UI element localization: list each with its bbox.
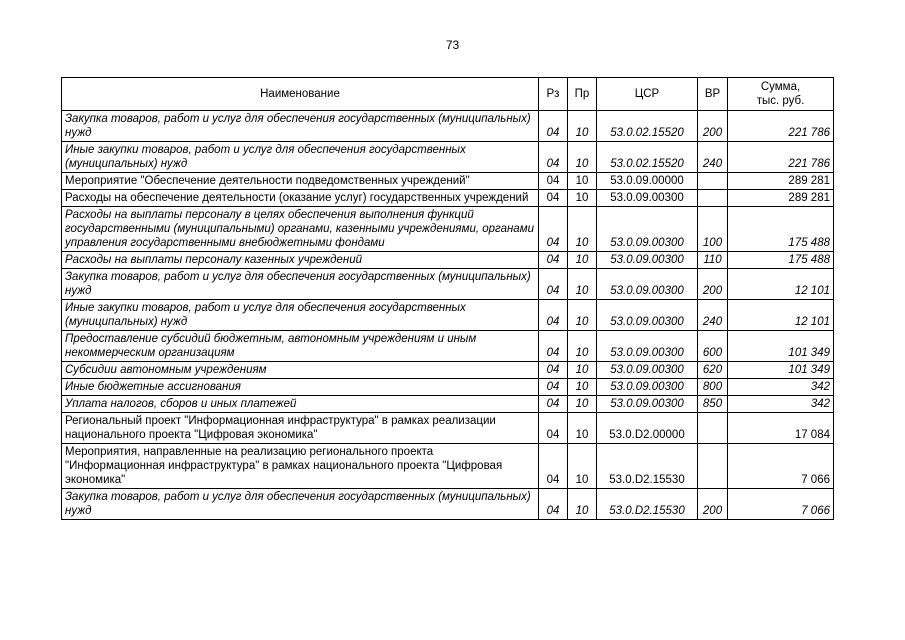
cell-pr: 10 (568, 111, 597, 142)
cell-pr: 10 (568, 190, 597, 207)
cell-pr: 10 (568, 396, 597, 413)
cell-sum: 12 101 (728, 300, 834, 331)
table-row (62, 269, 834, 300)
table-header-row (62, 78, 834, 111)
cell-csr: 53.0.D2.00000 (597, 413, 698, 444)
cell-rz: 04 (539, 413, 568, 444)
cell-vr (698, 190, 728, 207)
cell-vr (698, 173, 728, 190)
cell-pr: 10 (568, 413, 597, 444)
cell-csr: 53.0.09.00300 (597, 190, 698, 207)
cell-sum: 221 786 (728, 111, 834, 142)
cell-name: Закупка товаров, работ и услуг для обеспечения государственных (муниципальных) нужд (62, 111, 539, 142)
cell-csr: 53.0.09.00000 (597, 173, 698, 190)
page-number: 73 (445, 38, 460, 52)
table-row (62, 331, 834, 362)
cell-csr: 53.0.D2.15530 (597, 489, 698, 520)
cell-rz: 04 (539, 379, 568, 396)
cell-csr: 53.0.09.00300 (597, 207, 698, 252)
cell-sum: 342 (728, 396, 834, 413)
cell-name: Субсидии автономным учреждениям (62, 362, 539, 379)
table-row (62, 207, 834, 252)
cell-rz: 04 (539, 111, 568, 142)
cell-pr: 10 (568, 362, 597, 379)
cell-name: Расходы на выплаты персоналу казенных учреждений (62, 252, 539, 269)
cell-vr: 110 (698, 252, 728, 269)
cell-vr: 200 (698, 269, 728, 300)
cell-pr: 10 (568, 331, 597, 362)
cell-csr: 53.0.02.15520 (597, 111, 698, 142)
cell-sum: 7 066 (728, 444, 834, 489)
cell-rz: 04 (539, 489, 568, 520)
cell-sum: 289 281 (728, 190, 834, 207)
table-row (62, 142, 834, 173)
cell-sum: 342 (728, 379, 834, 396)
cell-csr: 53.0.09.00300 (597, 269, 698, 300)
cell-rz: 04 (539, 269, 568, 300)
table-row (62, 173, 834, 190)
cell-vr: 600 (698, 331, 728, 362)
cell-name: Закупка товаров, работ и услуг для обеспечения государственных (муниципальных) нужд (62, 489, 539, 520)
header-rz: Рз (539, 78, 568, 111)
cell-csr: 53.0.02.15520 (597, 142, 698, 173)
cell-pr: 10 (568, 489, 597, 520)
table-row (62, 396, 834, 413)
cell-name: Иные закупки товаров, работ и услуг для обеспечения государственных (муниципальных) нужд (62, 300, 539, 331)
cell-rz: 04 (539, 142, 568, 173)
cell-rz: 04 (539, 396, 568, 413)
cell-vr: 240 (698, 300, 728, 331)
cell-csr: 53.0.09.00300 (597, 379, 698, 396)
table-row (62, 444, 834, 489)
table-row (62, 362, 834, 379)
cell-pr: 10 (568, 252, 597, 269)
cell-rz: 04 (539, 300, 568, 331)
cell-sum: 175 488 (728, 207, 834, 252)
cell-rz: 04 (539, 173, 568, 190)
cell-sum: 12 101 (728, 269, 834, 300)
cell-name: Мероприятие "Обеспечение деятельности подведомственных учреждений" (62, 173, 539, 190)
cell-name: Мероприятия, направленные на реализацию регионального проекта "Информационная инфраструктура" в рамках национального проекта "Цифровая экономика" (62, 444, 539, 489)
cell-vr (698, 413, 728, 444)
cell-pr: 10 (568, 444, 597, 489)
cell-sum: 221 786 (728, 142, 834, 173)
cell-name: Предоставление субсидий бюджетным, автономным учреждениям и иным некоммерческим организациям (62, 331, 539, 362)
cell-rz: 04 (539, 207, 568, 252)
cell-sum: 175 488 (728, 252, 834, 269)
cell-rz: 04 (539, 444, 568, 489)
header-vr: ВР (698, 78, 728, 111)
cell-csr: 53.0.09.00300 (597, 300, 698, 331)
header-name: Наименование (62, 78, 539, 111)
cell-rz: 04 (539, 331, 568, 362)
table-row (62, 252, 834, 269)
header-pr: Пр (568, 78, 597, 111)
cell-pr: 10 (568, 142, 597, 173)
cell-name: Расходы на выплаты персоналу в целях обеспечения выполнения функций государственными (муниципальными) органами, казенными учреждениями, органами управления государственными внебюджетными фондами (62, 207, 539, 252)
cell-pr: 10 (568, 173, 597, 190)
cell-name: Уплата налогов, сборов и иных платежей (62, 396, 539, 413)
cell-vr: 800 (698, 379, 728, 396)
cell-name: Региональный проект "Информационная инфраструктура" в рамках реализации национального проекта "Цифровая экономика" (62, 413, 539, 444)
table-row (62, 379, 834, 396)
cell-pr: 10 (568, 300, 597, 331)
header-csr: ЦСР (597, 78, 698, 111)
cell-rz: 04 (539, 252, 568, 269)
cell-csr: 53.0.09.00300 (597, 252, 698, 269)
cell-sum: 289 281 (728, 173, 834, 190)
cell-sum: 101 349 (728, 362, 834, 379)
cell-csr: 53.0.09.00300 (597, 331, 698, 362)
cell-vr (698, 444, 728, 489)
table-row (62, 111, 834, 142)
table-row (62, 413, 834, 444)
cell-pr: 10 (568, 379, 597, 396)
cell-sum: 7 066 (728, 489, 834, 520)
cell-name: Иные бюджетные ассигнования (62, 379, 539, 396)
table-row (62, 190, 834, 207)
cell-pr: 10 (568, 207, 597, 252)
cell-vr: 850 (698, 396, 728, 413)
cell-sum: 101 349 (728, 331, 834, 362)
cell-vr: 100 (698, 207, 728, 252)
cell-csr: 53.0.09.00300 (597, 396, 698, 413)
cell-sum: 17 084 (728, 413, 834, 444)
cell-vr: 200 (698, 489, 728, 520)
cell-csr: 53.0.09.00300 (597, 362, 698, 379)
cell-vr: 620 (698, 362, 728, 379)
cell-name: Иные закупки товаров, работ и услуг для обеспечения государственных (муниципальных) нужд (62, 142, 539, 173)
cell-rz: 04 (539, 362, 568, 379)
cell-name: Закупка товаров, работ и услуг для обеспечения государственных (муниципальных) нужд (62, 269, 539, 300)
budget-table (61, 77, 834, 520)
cell-rz: 04 (539, 190, 568, 207)
header-sum: Сумма, тыс. руб. (728, 78, 834, 111)
cell-csr: 53.0.D2.15530 (597, 444, 698, 489)
table-row (62, 300, 834, 331)
cell-pr: 10 (568, 269, 597, 300)
table-row (62, 489, 834, 520)
cell-name: Расходы на обеспечение деятельности (оказание услуг) государственных учреждений (62, 190, 539, 207)
cell-vr: 200 (698, 111, 728, 142)
cell-vr: 240 (698, 142, 728, 173)
